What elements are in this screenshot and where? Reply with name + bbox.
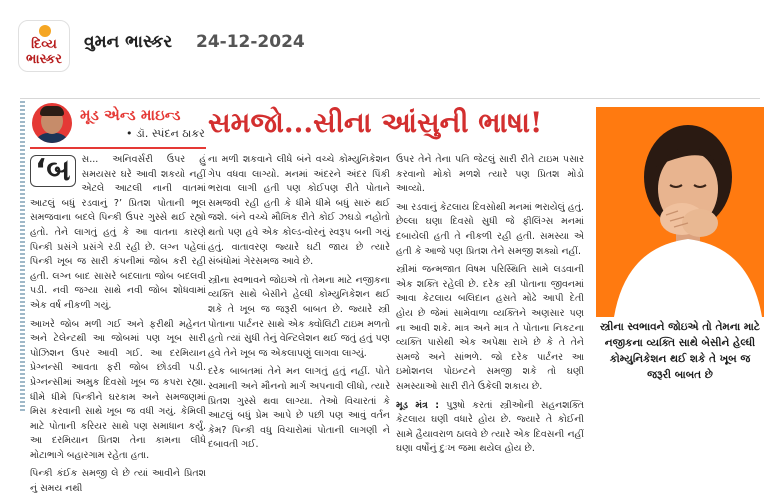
mood-mantra-label: મૂડ મંત્ર : — [396, 399, 440, 411]
column-name: મૂડ એન્ડ માઇન્ડ — [80, 106, 181, 124]
paragraph: ના મળી શકવાને લીધે બંને વચ્ચે કોમ્યુનિકેશન ગેપ વધવા લાગ્યો. મનમાં અંદરને અંદર પિંકી ભરાવા લાગી હતી પણ કોઈપણ રીતે પોતાને સમજવી રહી હતી કે ધીમે ધીમે બધું સારું થઈ જશે. બંને વચ્ચે મૌખિક રીતે કોઈ ઝઘડો નહોતો થતો પણ હવે એક કોલ્ડ-વોરનું સ્વરૂપ બની ગયું હતું. વાતાવરણ જ્યારે ઘટી જાય છે ત્યારે સંબંધોમાં ગેરસમજ આવે છે. — [208, 154, 390, 268]
crying-woman-illustration — [596, 107, 764, 317]
paragraph: સ... અનિવર્સરી ઉપર હું સમયસર ઘરે આવી શકયો નહીં એટલે આટલી નાની વાતમાં આટલું બધું રડવાનું ?’ પ્રિતશ પોતાની ભૂલ સમજવાના બદલે પિન્કી ઉપર ગુસ્સે થઈ રહ્યો હતો. તેને લાગતું હતું કે આ વાતના કારણે પિન્કી પ્રસંગે પ્રસંગે રડી રહી છે. લગ્ન પહેલાં પિન્કી ખૂબ જ સારી કંપનીમાં જોબ કરી રહી હતી. લગ્ન બાદ સાસરે બદલાતા જોબ બદલવી પડી. નવી જગ્યા સાથે નવી જોબ શોધવામાં એક વર્ષ નીકળી ગયું. — [30, 154, 206, 311]
article — [20, 98, 760, 495]
paragraph: દરેક બાબતમાં તેને મન લાગતું હતું નહીં. પોતે સ્વમાની અને મૌનનો માર્ગ અપનાવી લીધો, ત્યારે પ્રિતશ ગુસ્સે થવા લાગ્યા. તેઓ વિચારતાં કે આટલું બધું પ્રેમ આપે છે પછી પણ આવું વર્તન કેમ? પિન્કી વધુ વિચારોમાં પોતાની લાગણી ને દબાવતી ગઈ. — [208, 366, 390, 451]
paragraph — [396, 399, 584, 457]
logo[interactable] — [18, 20, 70, 72]
author-avatar — [32, 103, 72, 143]
body-column-1 — [30, 153, 206, 497]
page-header — [0, 0, 768, 90]
paragraph: પિન્કી કંઈક સમજી લે છે ત્યાં આવીને પ્રિતશ નું સમય નથી — [30, 468, 206, 495]
body-column-2 — [208, 153, 390, 453]
paragraph: ઉપર તેને તેના પતિ જેટલું સારી રીતે ટાઇમ પસાર કરવાનો મોકો મળશે ત્યારે પણ પ્રિતશ મોડો આવ્યો. — [396, 154, 584, 195]
paragraph: આ રડવાનું કેટલાય દિવસોથી મનમાં ભરાયેલું હતું. છેલ્લા ઘણા દિવસો સુધી જે ફીલિંગ્સ મનમાં દબાયેલી હતી તે નીકળી રહી હતી. સમસ્યા એ હતી કે આજે પણ પ્રિતશ તેને સમજી શક્યો નહીં. — [396, 201, 584, 257]
column-author: • ડૉ. સ્પંદન ઠાકર — [126, 127, 205, 140]
crying-woman-photo — [596, 107, 764, 317]
publication-name: વુમન ભાસ્કર — [84, 32, 173, 52]
sun-icon — [39, 25, 51, 37]
column-header — [30, 103, 206, 149]
paragraph: આખરે જોબ મળી ગઈ અને ફરીથી મહેનત અને ટેલેન્ટથી આ જોબમાં પણ ખૂબ સારી પોઝિશન ઉપર આવી ગઈ. આ દરમિયાન પ્રેગ્નન્સી આવતા ફરી જોબ છોડવી પડી. પ્રેગ્નન્સીમાં અમુક દિવસો ખૂબ જ કપરા રહ્યા. ધીમે ધીમે પિન્કીને ઘરકામ અને સમજણમાં મિસ કરવાની સાથે ખૂબ જ વધી ગયું. કેમિલી માટે પોતાની કરિયર સાથે પણ સમાધાન કર્યું. આ દરમિયાન પ્રિતશ તેના કામના લીધે મોટાભાગે બહારગામ રહેતા હતા. — [30, 318, 206, 461]
paragraph: સ્ત્રીના સ્વભાવને જોઇએ તો તેમના માટે નજીકના વ્યક્તિ સાથે બેસીને હેલ્ધી કોમ્યુનિકેશન થઈ શકે તે ખૂબ જ જરૂરી બાબત છે. જ્યારે સ્ત્રી પોતાના પાર્ટનર સાથે એક ક્વોલિટી ટાઇમ મળતો હતો ત્યાં સુધી તેનું વેન્ટિલેશન થઈ જતું હતું પણ હવે તેને ખૂબ જ એકલાપણું લાગવા લાગ્યું. — [208, 274, 390, 359]
body-column-3 — [396, 153, 584, 457]
column-divider — [20, 101, 25, 411]
paragraph: સ્ત્રીમાં જન્મજાત વિષમ પરિસ્થિતિ સામે લડવાની એક શક્તિ રહેલી છે. દરેક સ્ત્રી પોતાના જીવનમાં આવા કેટલાય બલિદાન હસતે મોઢે આપી દેતી હોય છે જેમાં સામેવાળા વ્યક્તિને અણસાર પણ ના આવી શકે. માત્ર અને માત્ર તે પોતાના નિકટના વ્યક્તિ પાસેથી એક અપેક્ષા રાખે છે કે તે તેને સમજે અને સાંભળે. જો દરેક પાર્ટનર આ ઇમોશનલ પોઇન્ટને સમજી શકે તો ઘણી સમસ્યાઓ સારી રીતે ઉકેલી શકાય છે. — [396, 264, 584, 392]
dropcap: ‘બ — [30, 155, 76, 187]
photo-caption: સ્ત્રીના સ્વભાવને જોઇએ તો તેમના માટે નજીકના વ્યક્તિ સાથે બેસીને હેલ્ધી કોમ્યુનિકેશન થઈ શકે તે ખૂબ જ જરૂરી બાબત છે — [600, 321, 760, 381]
mood-mantra-text: પુરૂષો કરતાં સ્ત્રીઓની સહનશક્તિ કેટલાય ઘણી વધારે હોય છે. જ્યારે તે કોઈની સામે હૈયાવરાળ ઠાલવે છે ત્યારે એક દિવસની નહીં ઘણા વર્ષોનું દુઃખ જમા થયેલ હોય છે. — [396, 399, 584, 455]
headline: સમજો...સીના આંસુની ભાષા! — [208, 106, 543, 139]
edition-date: 24-12-2024 — [196, 32, 305, 52]
logo-text: દિવ્ય ભાસ્કર — [26, 37, 62, 67]
